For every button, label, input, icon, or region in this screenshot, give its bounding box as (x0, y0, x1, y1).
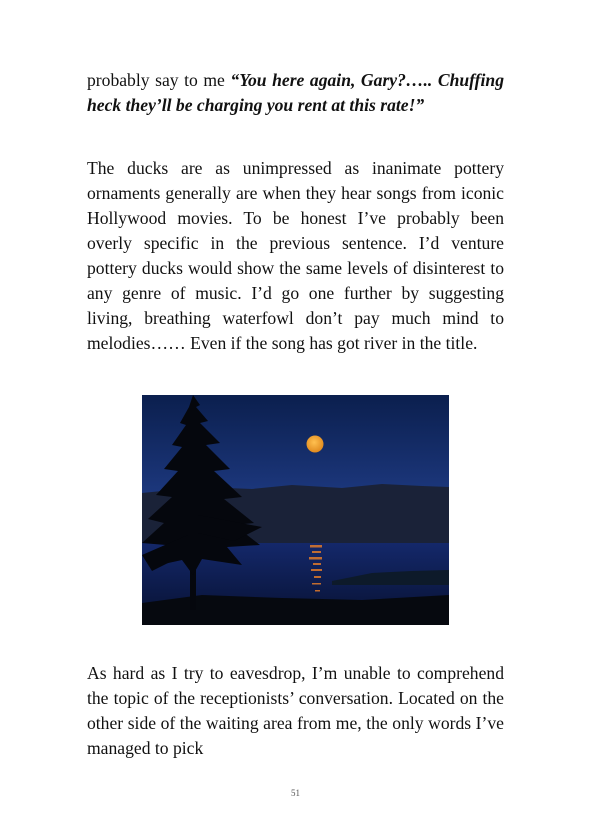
eavesdrop-paragraph: As hard as I try to eavesdrop, I’m unable to comprehend the topic of the receptionists’ conversation. Located on the other side of the waiting area from me, the only words I’ve managed to pick (87, 663, 504, 758)
ducks-paragraph: The ducks are as unimpressed as inanimate pottery ornaments generally are when they hear songs from iconic Hollywood movies. To be honest I’ve probably been overly specific in the previous sentence. I’d venture pottery ducks would show the same levels of disinterest to any genre of music. I’d go one further by suggesting living, breathing waterfowl don’t pay much mind to melodies…… Even if the song has got river in the title. (87, 158, 504, 353)
gary-quote: “You here again, Gary?….. Chuffing heck they’ll be charging you rent at this rate!” (87, 70, 505, 115)
intro-text: probably say to me (87, 70, 231, 90)
foreground-ground (142, 595, 449, 625)
moonrise-lake-photo (142, 395, 449, 625)
moon (307, 436, 324, 453)
intro-paragraph (87, 68, 504, 118)
page-number: 51 (291, 788, 300, 798)
